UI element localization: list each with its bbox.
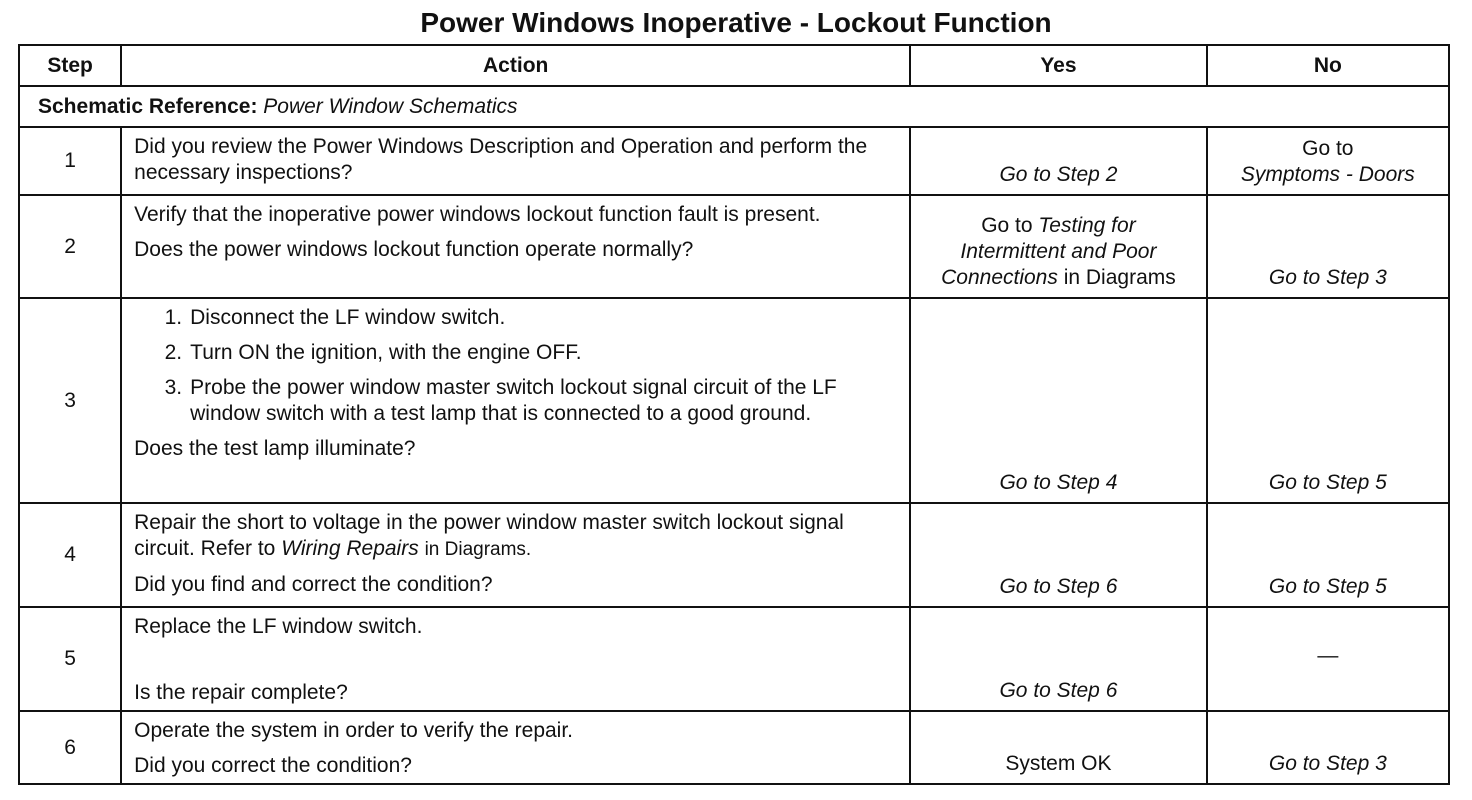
yes-cell (910, 127, 1206, 195)
list-item-text: Probe the power window master switch lockout signal circuit of the LF window switch with a test lamp that is connected to a good ground. (190, 376, 837, 425)
action-question: Does the power windows lockout function operate normally? (134, 238, 694, 261)
no-link[interactable]: Go to Step 3 (1268, 752, 1387, 775)
action-question: Did you find and correct the condition? (134, 573, 493, 596)
table-row (19, 711, 1449, 784)
action-question: Is the repair complete? (134, 681, 348, 704)
list-item-text: Disconnect the LF window switch. (190, 306, 506, 329)
yes-link[interactable]: Go to Step 6 (999, 575, 1118, 598)
yes-cell (910, 711, 1206, 784)
no-cell (1207, 607, 1449, 711)
action-cell (121, 607, 910, 711)
table-row (19, 195, 1449, 298)
no-link[interactable]: Go to Step 3 (1268, 266, 1387, 289)
schematic-reference-label: Schematic Reference: (38, 94, 258, 118)
yes-cell (910, 503, 1206, 607)
no-link[interactable]: Symptoms - Doors (1240, 163, 1415, 186)
no-prefix: Go to (1302, 137, 1354, 160)
action-text-part: Repair the short to voltage in the power window master switch lockout signal circuit. Refer to (134, 511, 844, 560)
no-cell (1207, 127, 1449, 195)
action-cell (121, 503, 910, 607)
yes-link[interactable]: Testing for (1038, 214, 1136, 237)
action-text: Replace the LF window switch. (134, 615, 423, 638)
action-question: Does the test lamp illuminate? (134, 437, 416, 460)
no-cell (1207, 503, 1449, 607)
no-dash: — (1317, 644, 1339, 667)
header-step: Step (19, 45, 121, 86)
schematic-reference-link[interactable]: Power Window Schematics (263, 94, 518, 118)
header-action: Action (121, 45, 910, 86)
action-text-part: in Diagrams. (424, 539, 532, 560)
diagnostic-table (18, 44, 1450, 785)
list-item (164, 305, 899, 331)
yes-link-cont[interactable]: Connections (941, 266, 1058, 289)
yes-prefix: Go to (981, 214, 1033, 237)
no-cell (1207, 195, 1449, 298)
action-text: Did you review the Power Windows Description and Operation and perform the necessary inspections? (134, 135, 868, 184)
list-item (164, 375, 899, 427)
no-link[interactable]: Go to Step 5 (1268, 471, 1387, 494)
no-cell (1207, 298, 1449, 503)
action-cell (121, 127, 910, 195)
step-number: 3 (19, 298, 121, 503)
yes-cell (910, 607, 1206, 711)
step-number: 2 (19, 195, 121, 298)
procedure-list (134, 305, 899, 427)
yes-cell (910, 195, 1206, 298)
schematic-reference-cell (19, 86, 1449, 127)
list-item-number: 1. (164, 306, 183, 329)
list-item-number: 2. (164, 341, 183, 364)
action-cell (121, 298, 910, 503)
action-text: Verify that the inoperative power windows lockout function fault is present. (134, 203, 821, 226)
action-cell (121, 195, 910, 298)
table-row (19, 298, 1449, 503)
no-cell (1207, 711, 1449, 784)
yes-cell (910, 298, 1206, 503)
step-number: 1 (19, 127, 121, 195)
action-question: Did you correct the condition? (134, 754, 412, 777)
step-number: 6 (19, 711, 121, 784)
yes-link[interactable]: Go to Step 4 (999, 471, 1118, 494)
yes-suffix: in Diagrams (1063, 266, 1176, 289)
yes-link[interactable]: Go to Step 2 (999, 163, 1118, 186)
header-row (19, 45, 1449, 86)
action-text (134, 510, 899, 563)
step-number: 5 (19, 607, 121, 711)
schematic-reference-row (19, 86, 1449, 127)
action-cell (121, 711, 910, 784)
header-no: No (1207, 45, 1449, 86)
list-item-text: Turn ON the ignition, with the engine OFF. (190, 341, 582, 364)
wiring-repairs-link[interactable]: Wiring Repairs (281, 537, 419, 560)
action-text: Operate the system in order to verify the repair. (134, 719, 574, 742)
list-item (164, 340, 899, 366)
header-yes: Yes (910, 45, 1206, 86)
table-row (19, 503, 1449, 607)
table-row (19, 607, 1449, 711)
yes-result: System OK (1005, 752, 1112, 775)
table-row (19, 127, 1449, 195)
list-item-number: 3. (164, 376, 183, 399)
no-link[interactable]: Go to Step 5 (1268, 575, 1387, 598)
yes-link[interactable]: Go to Step 6 (999, 679, 1118, 702)
step-number: 4 (19, 503, 121, 607)
yes-link-cont[interactable]: Intermittent and Poor (960, 240, 1157, 263)
page-title: Power Windows Inoperative - Lockout Function (420, 7, 1052, 38)
